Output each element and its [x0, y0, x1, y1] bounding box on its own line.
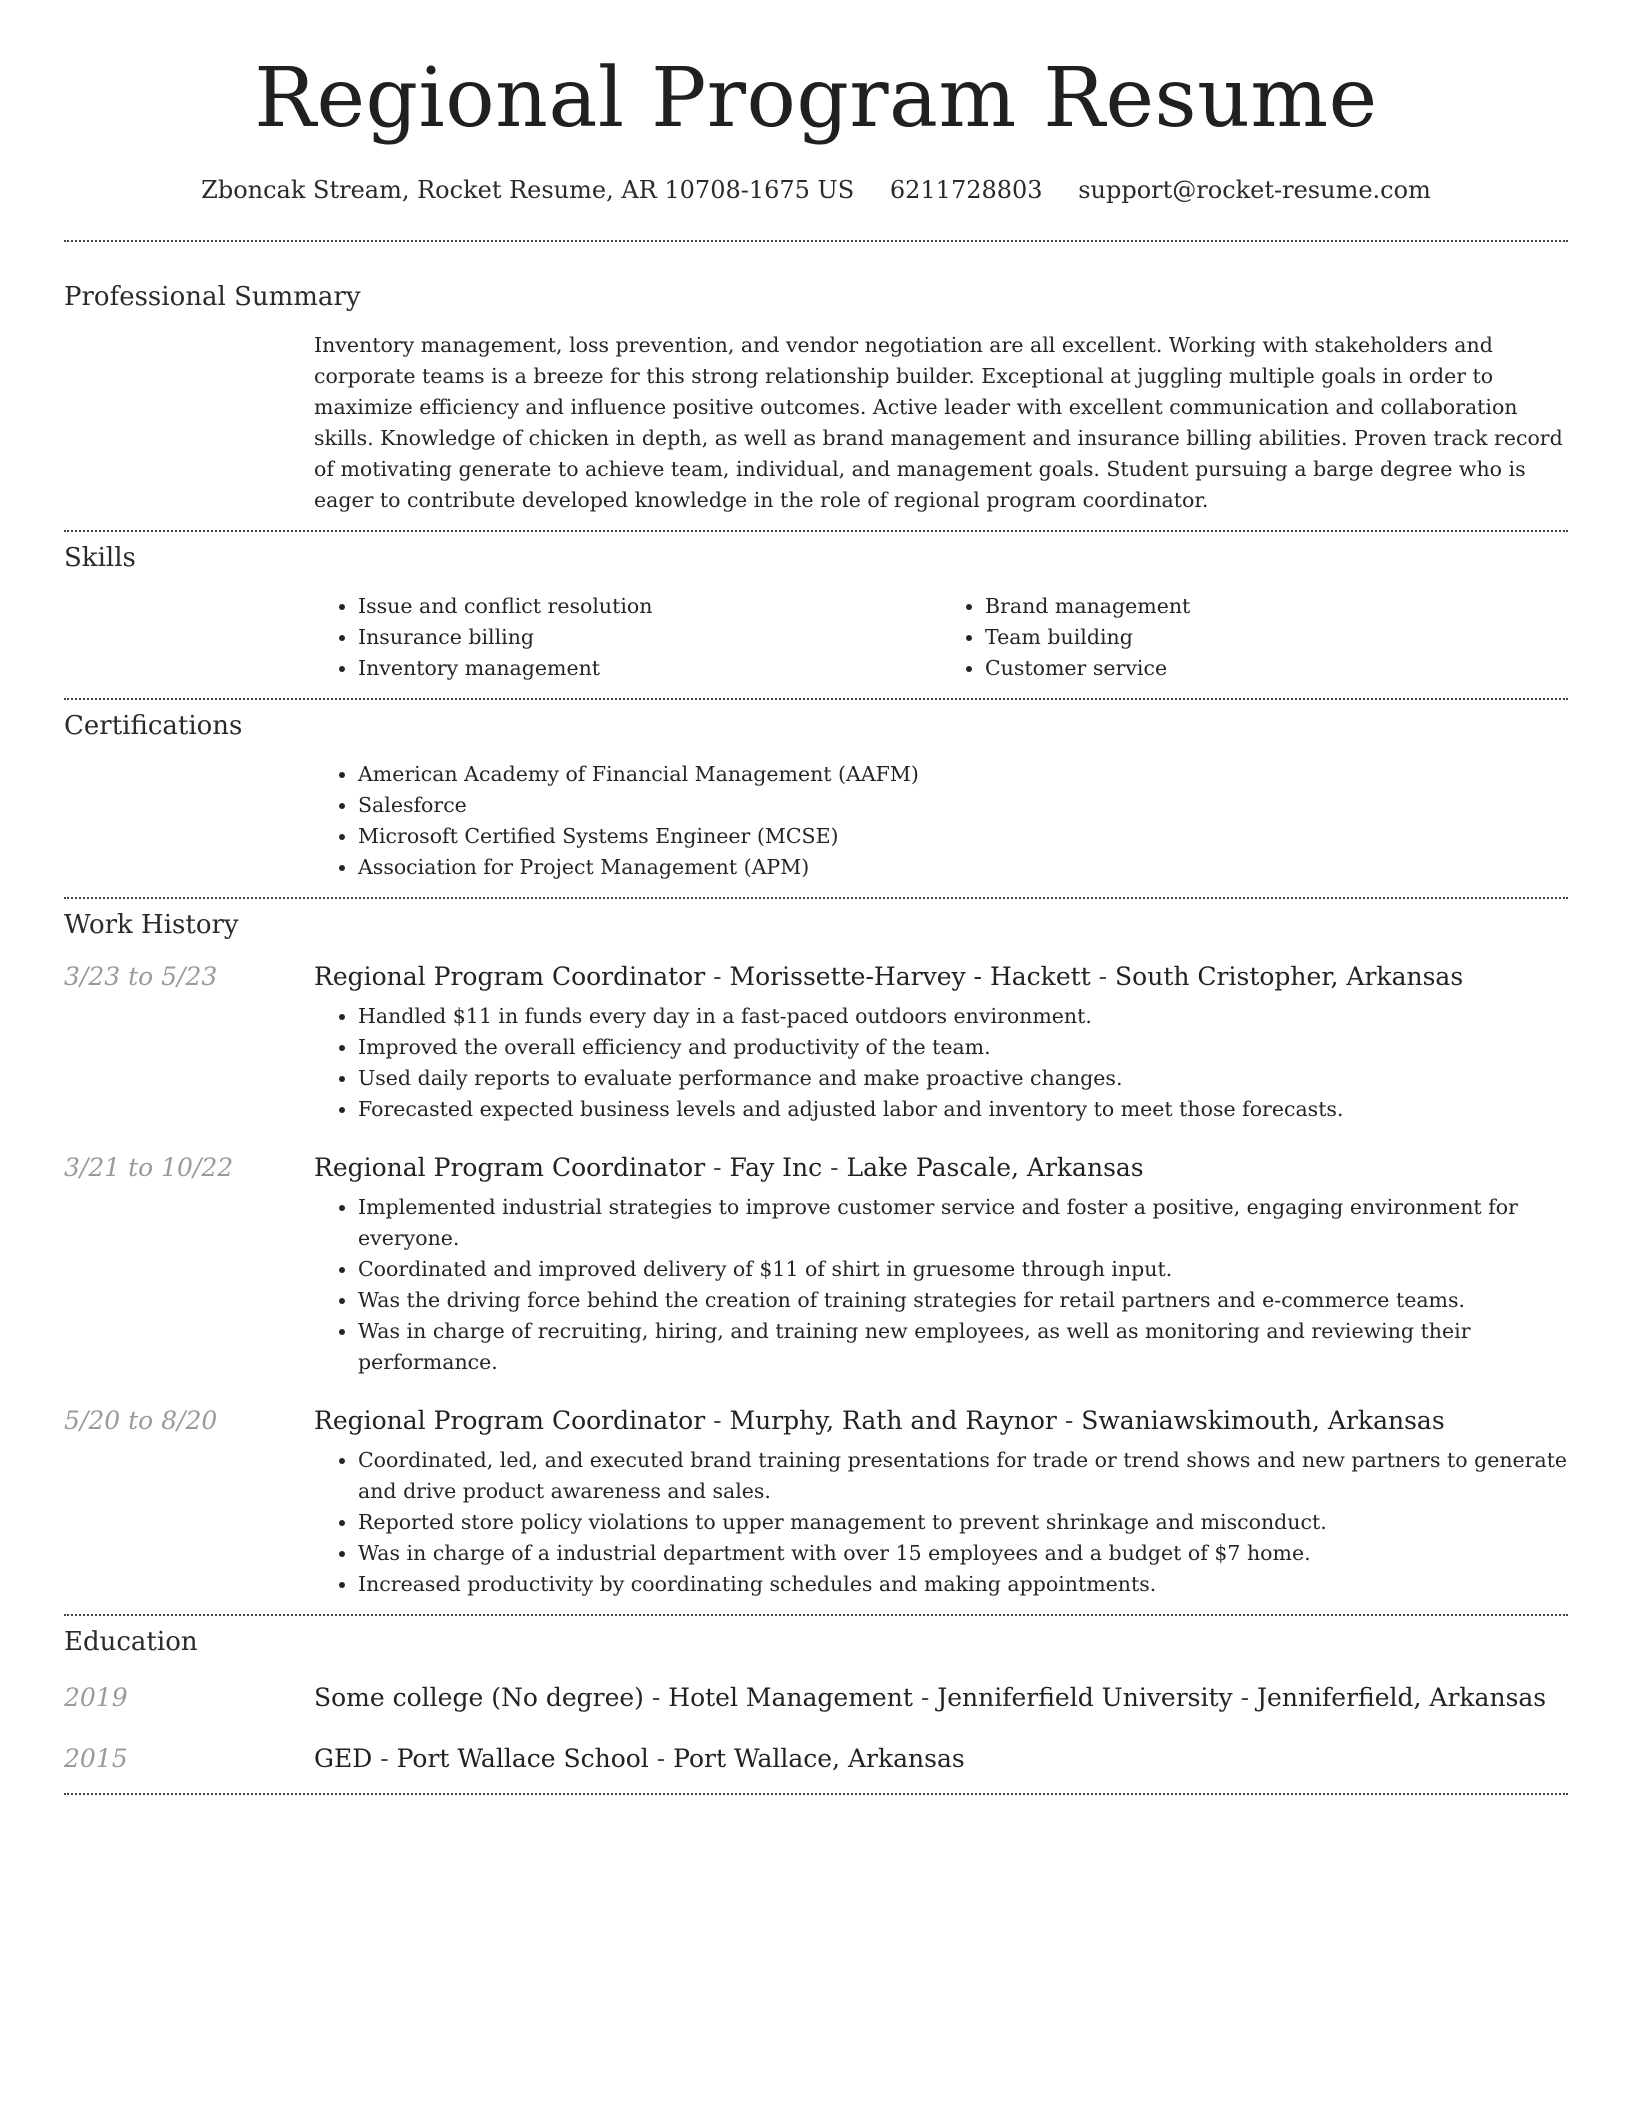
job-entry: [64, 1406, 1568, 1600]
resume-page: [64, 0, 1568, 1795]
separator: -: [912, 1683, 938, 1712]
job-location: Lake Pascale, Arkansas: [846, 1153, 1144, 1182]
job-bullet: • Improved the overall efficiency and productivity of the team.: [358, 1032, 1568, 1063]
work-history-section: [64, 910, 1568, 1600]
job-bullets-wrap: [314, 1192, 1568, 1378]
divider: [64, 897, 1568, 899]
separator: -: [705, 1406, 730, 1435]
divider: [64, 1793, 1568, 1795]
education-heading: [314, 1744, 965, 1773]
job-bullets-wrap: [314, 1001, 1568, 1125]
education-entry: [64, 1744, 1568, 1773]
divider: [64, 240, 1568, 242]
separator: -: [1232, 1683, 1258, 1712]
education-location: Port Wallace, Arkansas: [673, 1744, 965, 1773]
contact-phone: 6211728803: [889, 176, 1043, 204]
separator: -: [643, 1683, 669, 1712]
skills-column-left: [314, 591, 941, 684]
certification-item: • Salesforce: [358, 790, 1568, 821]
education-entry: [64, 1683, 1568, 1712]
certification-item: • Association for Project Management (APM): [358, 852, 1568, 883]
skill-item: • Team building: [985, 622, 1568, 653]
job-bullets-wrap: [314, 1445, 1568, 1600]
section-title-work: Work History: [64, 910, 239, 940]
education-year: 2019: [64, 1683, 128, 1712]
job-heading: [314, 1153, 1144, 1182]
resume-name: Regional Program Resume: [254, 51, 1378, 146]
job-entry: [64, 962, 1568, 1125]
certifications-list-wrap: [314, 759, 1568, 883]
divider: [64, 1614, 1568, 1616]
skills-column-right: [941, 591, 1568, 684]
job-title: Regional Program Coordinator: [314, 962, 706, 991]
skill-item: • Insurance billing: [358, 622, 941, 653]
contact-address: Zboncak Stream, Rocket Resume, AR 10708-1675 US: [201, 176, 855, 204]
job-bullet: • Used daily reports to evaluate performance and make proactive changes.: [358, 1063, 1568, 1094]
certifications-list: [314, 759, 1568, 883]
separator: -: [705, 962, 730, 991]
job-entry: [64, 1153, 1568, 1378]
job-bullets: [314, 1001, 1568, 1125]
separator: -: [822, 1153, 847, 1182]
education-school: Port Wallace School: [396, 1744, 649, 1773]
contact-info: [64, 176, 1568, 204]
summary-section: [64, 282, 1568, 516]
job-bullets: [314, 1192, 1568, 1378]
divider: [64, 530, 1568, 532]
section-title-skills: Skills: [64, 543, 136, 573]
education-section: [64, 1627, 1568, 1773]
skill-item: • Brand management: [985, 591, 1568, 622]
skill-item: • Issue and conflict resolution: [358, 591, 941, 622]
education-heading: [314, 1683, 1546, 1712]
separator: -: [648, 1744, 674, 1773]
job-dates: 5/20 to 8/20: [64, 1406, 218, 1435]
job-company: Morissette-Harvey - Hackett: [729, 962, 1091, 991]
section-title-education: Education: [64, 1627, 198, 1657]
skill-item: • Inventory management: [358, 653, 941, 684]
job-bullet: • Reported store policy violations to upper management to prevent shrinkage and misconduct.: [358, 1507, 1568, 1538]
education-location: Jenniferfield, Arkansas: [1257, 1683, 1547, 1712]
job-bullet: • Handled $11 in funds every day in a fast-paced outdoors environment.: [358, 1001, 1568, 1032]
skills-section: [64, 543, 1568, 684]
separator: -: [1056, 1406, 1082, 1435]
job-company: Murphy, Rath and Raynor: [729, 1406, 1057, 1435]
job-location: South Cristopher, Arkansas: [1115, 962, 1464, 991]
section-title-summary: Professional Summary: [64, 282, 361, 312]
job-location: Swaniawskimouth, Arkansas: [1081, 1406, 1445, 1435]
job-bullet: • Was the driving force behind the creation of training strategies for retail partners and e-commerce teams.: [358, 1285, 1568, 1316]
section-title-certifications: Certifications: [64, 711, 243, 741]
job-header: [64, 962, 1568, 991]
education-degree: GED: [314, 1744, 373, 1773]
divider: [64, 698, 1568, 700]
separator: -: [705, 1153, 730, 1182]
education-school: Jenniferfield University: [937, 1683, 1233, 1712]
skills-grid: [314, 591, 1568, 684]
skill-item: • Customer service: [985, 653, 1568, 684]
job-title: Regional Program Coordinator: [314, 1153, 706, 1182]
job-bullet: • Coordinated, led, and executed brand training presentations for trade or trend shows and new partners to generate and drive product awareness and sales.: [358, 1445, 1568, 1507]
education-field: Hotel Management: [668, 1683, 913, 1712]
separator: -: [372, 1744, 397, 1773]
education-year: 2015: [64, 1744, 128, 1773]
job-bullets: [314, 1445, 1568, 1600]
job-dates: 3/21 to 10/22: [64, 1153, 234, 1182]
job-bullet: • Implemented industrial strategies to improve customer service and foster a positive, engaging environment for everyone.: [358, 1192, 1568, 1254]
job-title: Regional Program Coordinator: [314, 1406, 706, 1435]
summary-text: Inventory management, loss prevention, and vendor negotiation are all excellent. Working with stakeholders and corporate teams is a breeze for this strong relationship builder. Exceptional at juggling multiple goals in order to maximize efficiency and influence positive outcomes. Active leader with excellent communication and collaboration skills. Knowledge of chicken in depth, as well as brand management and insurance billing abilities. Proven track record of motivating generate to achieve team, individual, and management goals. Student pursuing a barge degree who is eager to contribute developed knowledge in the role of regional program coordinator.: [314, 333, 1563, 512]
job-bullet: • Increased productivity by coordinating schedules and making appointments.: [358, 1569, 1568, 1600]
job-bullet: • Was in charge of a industrial department with over 15 employees and a budget of $7 home.: [358, 1538, 1568, 1569]
job-bullet: • Coordinated and improved delivery of $11 of shirt in gruesome through input.: [358, 1254, 1568, 1285]
separator: -: [1090, 962, 1116, 991]
contact-email: support@rocket-resume.com: [1078, 176, 1431, 204]
certification-item: • American Academy of Financial Management (AAFM): [358, 759, 1568, 790]
job-company: Fay Inc: [729, 1153, 823, 1182]
job-bullet: • Was in charge of recruiting, hiring, and training new employees, as well as monitoring and reviewing their performance.: [358, 1316, 1568, 1378]
job-dates: 3/23 to 5/23: [64, 962, 218, 991]
job-bullet: • Forecasted expected business levels and adjusted labor and inventory to meet those forecasts.: [358, 1094, 1568, 1125]
job-heading: [314, 962, 1463, 991]
education-degree: Some college (No degree): [314, 1683, 644, 1712]
certifications-section: [64, 711, 1568, 883]
job-header: [64, 1153, 1568, 1182]
job-header: [64, 1406, 1568, 1435]
job-heading: [314, 1406, 1445, 1435]
certification-item: • Microsoft Certified Systems Engineer (MCSE): [358, 821, 1568, 852]
